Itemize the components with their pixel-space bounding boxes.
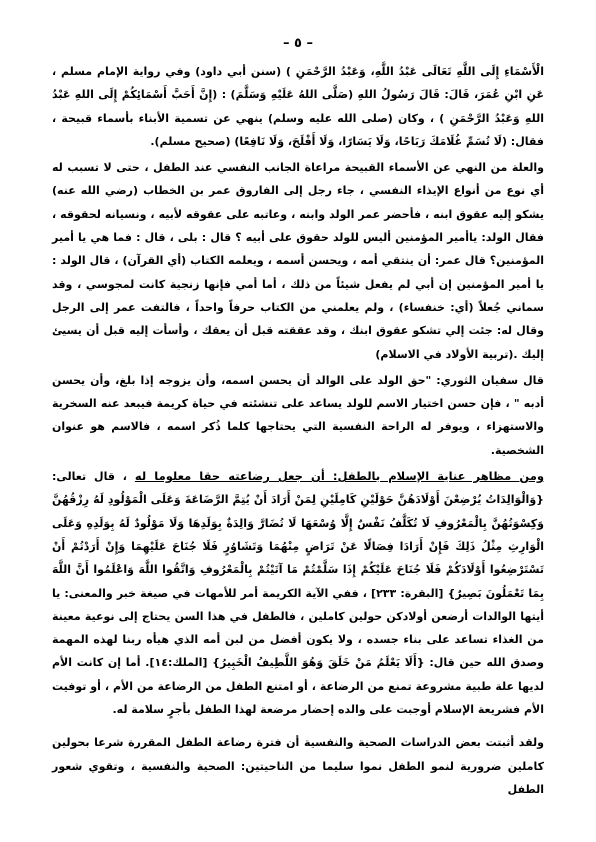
paragraph-studies: ولقد أثبتت بعض الدراسات الصحية والنفسية أن فترة رضاعة الطفل المقررة شرعا بحولين كاملين ضرورية لنمو الطفل نموا سليما من الناحيتين: الصحية والنفسية ، وتقوي شعور الطفل: [52, 736, 544, 796]
paragraph-breastfeeding-body: ، قال تعالى: {وَالْوَالِدَاتُ يُرْضِعْنَ أَوْلَادَهُنَّ حَوْلَيْنِ كَامِلَيْنِ لِمَنْ أَرَادَ أَنْ يُتِمَّ الرَّضَاعَةَ وَعَلَى الْمَوْلُودِ لَهُ رِزْقُهُنَّ وَكِسْوَتُهُنَّ بِالْمَعْرُوفِ لَا تُكَلَّفُ نَفْسٌ إِلَّا وُسْعَهَا لَا تُضَارَّ وَالِدَةٌ بِوَلَدِهَا وَلَا مَوْلُودٌ لَهُ بِوَلَدِهِ وَعَلَى الْوَارِثِ مِثْلُ ذَلِكَ فَإِنْ أَرَادَا فِصَالًا عَنْ تَرَاضٍ مِنْهُمَا وَتَشَاوُرٍ فَلَا جُنَاحَ عَلَيْهِمَا وَإِنْ أَرَدْتُمْ أَنْ تَسْتَرْضِعُوا أَوْلَادَكُمْ فَلَا جُنَاحَ عَلَيْكُمْ إِذَا سَلَّمْتُمْ مَا آتَيْتُمْ بِالْمَعْرُوفِ وَاتَّقُوا اللَّهَ وَاعْلَمُوا أَنَّ اللَّهَ بِمَا تَعْمَلُونَ بَصِيرٌ} [البقرة: ٢٣٣] ، ففي الآية الكريمة أمر للأمهات في صيغة خبر والمعنى: يا أيتها الوالدات أرضعن أولادكن حولين كاملين ، فالطفل في هذا السن يحتاج إلى نوعية معينة من الغذاء تساعد على بناء جسده ، ولا يكون أفضل من لبن أمه الذي هيأه ربنا لهذه المهمة وصدق الله حين قال: {أَلَا يَعْلَمُ مَنْ خَلَقَ وَهُوَ اللَّطِيفُ الْخَبِيرُ} [الملك:١٤]. أما إن كانت الأم لديها علة طبية مشروعة تمنع من الرضاعة ، أو امتنع الطفل من الرضاعة من الأم ، أو توفيت الأم فشريعة الإسلام أوجبت على والده إحضار مرضعة لهذا الطفل بأجرٍ سلامة له.: [52, 470, 544, 717]
section-heading: ومن مظاهر عناية الإسلام بالطفل: أن جعل رضاعته حقا معلوما له: [134, 469, 544, 484]
page-number: – ٥ –: [283, 36, 313, 51]
paragraph-hadith-names: الْأَسْمَاءِ إِلَى اللَّهِ تَعَالَى عَبْدُ اللَّهِ، وَعَبْدُ الرَّحْمَنِ ) (سنن أبي داود) وفي رواية الإمام مسلم ، عَنِ ابْنِ عُمَرَ، قَالَ: قَالَ رَسُولُ اللهِ (صَلَّى اللهُ عَلَيْهِ وَسَلَّمَ) : (إِنَّ أَحَبَّ أَسْمَائِكُمْ إِلَى اللهِ عَبْدُ اللهِ وَعَبْدُ الرَّحْمَنِ ) ، وكان (صلى الله عليه وسلم) ينهي عن تسمية الأبناء بأسماء قبيحة ، فقال: (لَا تُسَمِّ غُلَامَكَ رَبَاحًا، وَلَا يَسَارًا، وَلَا أَفْلَحَ، وَلَا نَافِعًا) (صحيح مسلم).: [52, 65, 544, 148]
page-content: [52, 60, 544, 804]
paragraph-naming-reason: والعلة من النهي عن الأسماء القبيحة مراعاة الجانب النفسي عند الطفل ، حتى لا تسبب له أي نوع من أنواع الإيذاء النفسي ، جاء رجل إلى الفاروق عمر بن الخطاب (رضي الله عنه) يشكو إليه عقوق ابنه ، فأحضر عمر الولد وابنه ، وعاتبه على عقوقه لأبيه ، ونسيانه لحقوقه ، فقال الولد: ياأمير المؤمنين أليس للولد حقوق على أبيه ؟ قال : بلى ، قال : فما هي يا أمير المؤمنين؟ قال عمر: أن ينتقي أمه ، ويحسن أسمه ، ويعلمه الكتاب (أي القرآن) ، قال الولد : يا أمير المؤمنين إن أبي لم يفعل شيئاً من ذلك ، أما أمي فإنها زنجية كانت لمجوسي ، وقد سماني جُعلاً (أي: خنفساء) ، ولم يعلمني من الكتاب حرفاً واحداً ، فالتفت عمر إلى الرجل وقال له: جئت إلي تشكو عقوق ابنك ، وقد عققته قبل أن يعقك ، وأسأت إليه قبل أن يسيئ إليك .(تربية الأولاد في الاسلام): [52, 161, 544, 361]
paragraph-breastfeeding: [52, 465, 544, 721]
paragraph-sufyan-quote: قال سفيان الثوري: "حق الولد على الوالد أن يحسن اسمه، وأن يزوجه إذا بلغ، وأن يحسن أدبه " ، فإن حسن اختيار الاسم للولد يساعد على تنشئته في حياة كريمة فيبعد عنه السخرية والاستهزاء ، ويوفر له الراحة النفسية التي يحتاجها كلما ذُكر اسمه ، فالاسم هو عنوان الشخصية.: [52, 373, 544, 457]
